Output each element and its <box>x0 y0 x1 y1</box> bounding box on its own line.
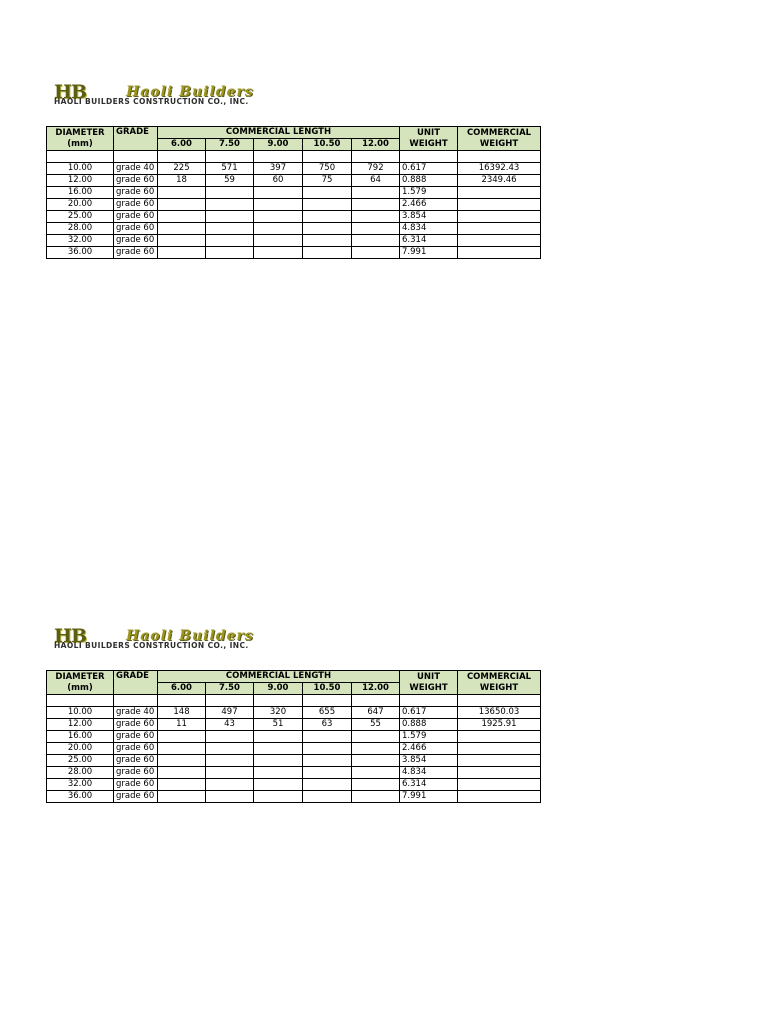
grade-cell: grade 60 <box>114 199 158 211</box>
qty-cell <box>303 247 352 259</box>
diameter-cell: 28.00 <box>47 767 114 779</box>
qty-cell: 320 <box>254 707 303 719</box>
table-row <box>47 235 541 247</box>
commercial-weight-header: COMMERCIAL WEIGHT <box>458 671 541 695</box>
unit-weight-cell: 3.854 <box>400 755 458 767</box>
commercial-weight-cell: 16392.43 <box>458 163 541 175</box>
diameter-cell: 25.00 <box>47 755 114 767</box>
logo-script-name: Haoli Builders <box>126 628 254 644</box>
table-row <box>47 731 541 743</box>
qty-cell <box>352 767 400 779</box>
unit-weight-cell: 1.579 <box>400 187 458 199</box>
qty-cell <box>254 211 303 223</box>
qty-cell <box>303 211 352 223</box>
grade-cell: grade 60 <box>114 791 158 803</box>
qty-cell <box>158 779 206 791</box>
table-row <box>47 211 541 223</box>
qty-cell <box>303 743 352 755</box>
qty-cell <box>158 187 206 199</box>
qty-cell <box>352 235 400 247</box>
rebar-table <box>46 670 541 803</box>
table-row <box>47 719 541 731</box>
qty-cell <box>158 767 206 779</box>
length-header: 9.00 <box>254 139 303 151</box>
commercial-weight-cell <box>458 767 541 779</box>
diameter-cell: 28.00 <box>47 223 114 235</box>
qty-cell <box>352 791 400 803</box>
qty-cell <box>254 235 303 247</box>
commercial-weight-header: COMMERCIAL WEIGHT <box>458 127 541 151</box>
qty-cell <box>254 755 303 767</box>
length-header: 10.50 <box>303 139 352 151</box>
table-row <box>47 755 541 767</box>
qty-cell <box>352 779 400 791</box>
commercial-weight-cell: 13650.03 <box>458 707 541 719</box>
qty-cell: 18 <box>158 175 206 187</box>
grade-cell: grade 60 <box>114 187 158 199</box>
commercial-length-header: COMMERCIAL LENGTH <box>158 671 400 683</box>
grade-header: GRADE <box>114 127 158 151</box>
diameter-cell: 10.00 <box>47 707 114 719</box>
unit-weight-header: UNIT WEIGHT <box>400 671 458 695</box>
unit-weight-cell: 2.466 <box>400 199 458 211</box>
diameter-cell: 12.00 <box>47 175 114 187</box>
grade-cell: grade 60 <box>114 755 158 767</box>
diameter-cell: 12.00 <box>47 719 114 731</box>
qty-cell: 148 <box>158 707 206 719</box>
unit-weight-cell: 4.834 <box>400 767 458 779</box>
grade-cell: grade 60 <box>114 247 158 259</box>
table-row <box>47 767 541 779</box>
qty-cell <box>254 779 303 791</box>
diameter-cell: 32.00 <box>47 235 114 247</box>
unit-weight-cell: 0.888 <box>400 175 458 187</box>
rebar-schedule-1 <box>46 81 540 259</box>
qty-cell <box>254 199 303 211</box>
table-row <box>47 779 541 791</box>
grade-cell: grade 60 <box>114 223 158 235</box>
grade-cell: grade 60 <box>114 175 158 187</box>
qty-cell: 497 <box>206 707 254 719</box>
table-row <box>47 223 541 235</box>
diameter-cell: 36.00 <box>47 247 114 259</box>
qty-cell: 63 <box>303 719 352 731</box>
length-header: 12.00 <box>352 139 400 151</box>
table-row <box>47 175 541 187</box>
qty-cell: 571 <box>206 163 254 175</box>
qty-cell: 51 <box>254 719 303 731</box>
qty-cell <box>158 247 206 259</box>
logo-company-name: HAOLI BUILDERS CONSTRUCTION CO., INC. <box>54 97 249 106</box>
qty-cell <box>303 235 352 247</box>
qty-cell <box>254 767 303 779</box>
rebar-schedule-2 <box>46 625 540 803</box>
logo-script-name: Haoli Builders <box>126 84 254 100</box>
length-header: 6.00 <box>158 139 206 151</box>
unit-weight-cell: 2.466 <box>400 743 458 755</box>
qty-cell: 655 <box>303 707 352 719</box>
qty-cell: 647 <box>352 707 400 719</box>
grade-cell: grade 60 <box>114 235 158 247</box>
qty-cell <box>254 731 303 743</box>
qty-cell <box>254 743 303 755</box>
table-row <box>47 743 541 755</box>
qty-cell: 55 <box>352 719 400 731</box>
qty-cell <box>206 199 254 211</box>
grade-cell: grade 60 <box>114 779 158 791</box>
commercial-weight-cell <box>458 247 541 259</box>
table-row <box>47 199 541 211</box>
length-header: 6.00 <box>158 683 206 695</box>
commercial-weight-cell <box>458 779 541 791</box>
diameter-header: DIAMETER (mm) <box>47 671 114 695</box>
grade-cell: grade 60 <box>114 719 158 731</box>
unit-weight-cell: 0.617 <box>400 163 458 175</box>
qty-cell <box>158 731 206 743</box>
qty-cell <box>303 199 352 211</box>
qty-cell: 75 <box>303 175 352 187</box>
qty-cell <box>206 743 254 755</box>
length-header: 12.00 <box>352 683 400 695</box>
qty-cell <box>158 211 206 223</box>
qty-cell <box>206 247 254 259</box>
qty-cell <box>158 223 206 235</box>
diameter-cell: 10.00 <box>47 163 114 175</box>
qty-cell <box>158 743 206 755</box>
table-row <box>47 163 541 175</box>
unit-weight-header: UNIT WEIGHT <box>400 127 458 151</box>
commercial-weight-cell <box>458 235 541 247</box>
logo-initials: HB <box>54 81 87 103</box>
qty-cell <box>352 211 400 223</box>
diameter-cell: 32.00 <box>47 779 114 791</box>
qty-cell <box>206 779 254 791</box>
length-header: 10.50 <box>303 683 352 695</box>
qty-cell <box>158 199 206 211</box>
blank-row <box>47 151 541 163</box>
qty-cell <box>206 731 254 743</box>
diameter-cell: 25.00 <box>47 211 114 223</box>
table-row <box>47 791 541 803</box>
rebar-table <box>46 126 541 259</box>
qty-cell <box>303 755 352 767</box>
grade-cell: grade 60 <box>114 743 158 755</box>
qty-cell <box>303 767 352 779</box>
unit-weight-cell: 6.314 <box>400 779 458 791</box>
qty-cell <box>352 731 400 743</box>
grade-cell: grade 60 <box>114 731 158 743</box>
unit-weight-cell: 6.314 <box>400 235 458 247</box>
qty-cell <box>254 223 303 235</box>
commercial-weight-cell <box>458 223 541 235</box>
qty-cell: 225 <box>158 163 206 175</box>
logo-initials: HB <box>54 625 87 647</box>
commercial-weight-cell <box>458 211 541 223</box>
qty-cell: 60 <box>254 175 303 187</box>
commercial-weight-cell <box>458 187 541 199</box>
qty-cell: 792 <box>352 163 400 175</box>
commercial-weight-cell: 1925.91 <box>458 719 541 731</box>
qty-cell: 59 <box>206 175 254 187</box>
unit-weight-cell: 3.854 <box>400 211 458 223</box>
commercial-weight-cell <box>458 755 541 767</box>
table-row <box>47 247 541 259</box>
qty-cell <box>352 223 400 235</box>
commercial-weight-cell <box>458 791 541 803</box>
unit-weight-cell: 0.888 <box>400 719 458 731</box>
length-header: 7.50 <box>206 683 254 695</box>
grade-cell: grade 60 <box>114 211 158 223</box>
qty-cell <box>303 223 352 235</box>
commercial-weight-cell <box>458 731 541 743</box>
commercial-weight-cell <box>458 743 541 755</box>
company-logo <box>46 625 346 650</box>
diameter-cell: 16.00 <box>47 187 114 199</box>
qty-cell <box>352 743 400 755</box>
qty-cell <box>303 187 352 199</box>
qty-cell <box>352 199 400 211</box>
qty-cell <box>254 187 303 199</box>
logo-company-name: HAOLI BUILDERS CONSTRUCTION CO., INC. <box>54 641 249 650</box>
qty-cell <box>158 791 206 803</box>
diameter-cell: 20.00 <box>47 199 114 211</box>
qty-cell <box>206 755 254 767</box>
qty-cell <box>303 791 352 803</box>
qty-cell <box>158 755 206 767</box>
unit-weight-cell: 7.991 <box>400 791 458 803</box>
blank-row <box>47 695 541 707</box>
grade-header: GRADE <box>114 671 158 695</box>
diameter-cell: 20.00 <box>47 743 114 755</box>
qty-cell <box>303 779 352 791</box>
grade-cell: grade 40 <box>114 707 158 719</box>
diameter-cell: 36.00 <box>47 791 114 803</box>
qty-cell <box>206 211 254 223</box>
diameter-header: DIAMETER (mm) <box>47 127 114 151</box>
table-row <box>47 187 541 199</box>
length-header: 7.50 <box>206 139 254 151</box>
qty-cell <box>206 767 254 779</box>
commercial-weight-cell: 2349.46 <box>458 175 541 187</box>
qty-cell: 43 <box>206 719 254 731</box>
qty-cell <box>352 247 400 259</box>
qty-cell: 397 <box>254 163 303 175</box>
grade-cell: grade 60 <box>114 767 158 779</box>
commercial-length-header: COMMERCIAL LENGTH <box>158 127 400 139</box>
qty-cell <box>254 247 303 259</box>
qty-cell <box>206 187 254 199</box>
qty-cell <box>206 791 254 803</box>
unit-weight-cell: 0.617 <box>400 707 458 719</box>
qty-cell: 64 <box>352 175 400 187</box>
length-header: 9.00 <box>254 683 303 695</box>
qty-cell <box>352 755 400 767</box>
qty-cell <box>158 235 206 247</box>
qty-cell <box>254 791 303 803</box>
qty-cell <box>206 235 254 247</box>
diameter-cell: 16.00 <box>47 731 114 743</box>
grade-cell: grade 40 <box>114 163 158 175</box>
qty-cell <box>352 187 400 199</box>
qty-cell: 750 <box>303 163 352 175</box>
unit-weight-cell: 4.834 <box>400 223 458 235</box>
company-logo <box>46 81 346 106</box>
qty-cell <box>303 731 352 743</box>
unit-weight-cell: 1.579 <box>400 731 458 743</box>
table-row <box>47 707 541 719</box>
qty-cell <box>206 223 254 235</box>
qty-cell: 11 <box>158 719 206 731</box>
commercial-weight-cell <box>458 199 541 211</box>
unit-weight-cell: 7.991 <box>400 247 458 259</box>
